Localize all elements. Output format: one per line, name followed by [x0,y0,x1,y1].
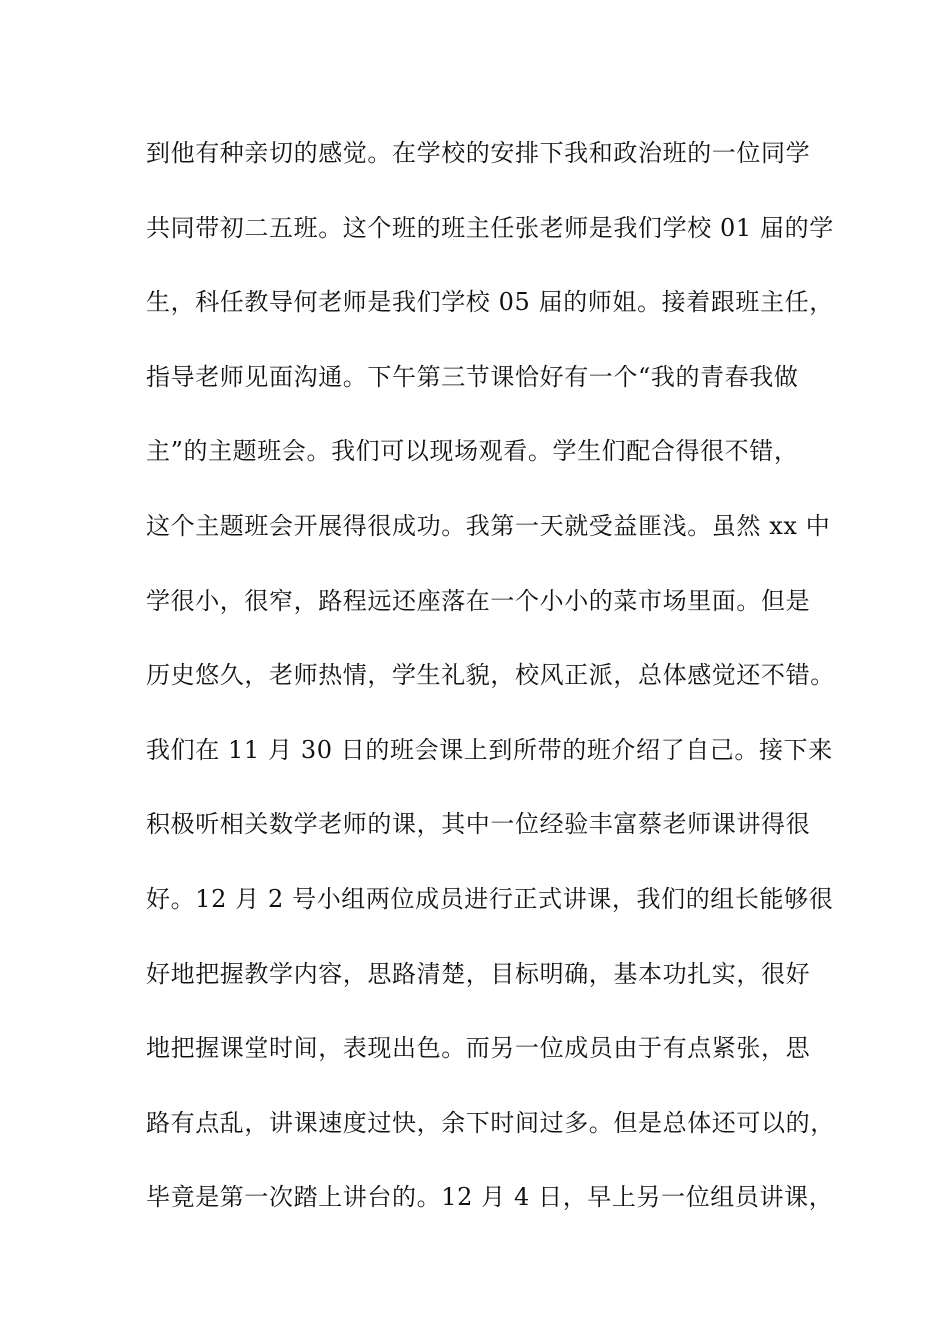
text-line-1: 到他有种亲切的感觉。在学校的安排下我和政治班的一位同学 [146,139,811,167]
text-line-10: 积极听相关数学老师的课，其中一位经验丰富蔡老师课讲得很 [146,810,811,839]
text-line-14: 路有点乱，讲课速度过快，余下时间过多。但是总体还可以的， [146,1108,835,1137]
text-line-15: 毕竟是第一次踏上讲台的。12 月 4 日，早上另一位组员讲课， [146,1183,834,1212]
text-line-12: 好地把握教学内容，思路清楚，目标明确，基本功扎实，很好 [146,959,811,988]
text-line-9: 我们在 11 月 30 日的班会课上到所带的班介绍了自己。接下来 [146,735,833,764]
text-line-3: 生，科任教导何老师是我们学校 05 届的师姐。接着跟班主任， [146,288,834,317]
text-line-7: 学很小，很窄，路程远还座落在一个小小的菜市场里面。但是 [146,586,811,615]
text-line-13: 地把握课堂时间，表现出色。而另一位成员由于有点紧张，思 [146,1034,811,1063]
text-line-11: 好。12 月 2 号小组两位成员进行正式讲课，我们的组长能够很 [146,884,834,913]
text-line-4: 指导老师见面沟通。下午第三节课恰好有一个“我的青春我做 [146,362,799,391]
text-line-8: 历史悠久，老师热情，学生礼貌，校风正派，总体感觉还不错。 [146,661,835,690]
text-line-6: 这个主题班会开展得很成功。我第一天就受益匪浅。虽然 xx 中 [146,511,831,540]
text-line-2: 共同带初二五班。这个班的班主任张老师是我们学校 01 届的学 [146,213,834,242]
text-line-5: 主”的主题班会。我们可以现场观看。学生们配合得很不错， [146,437,799,466]
body-text [146,133,836,1252]
